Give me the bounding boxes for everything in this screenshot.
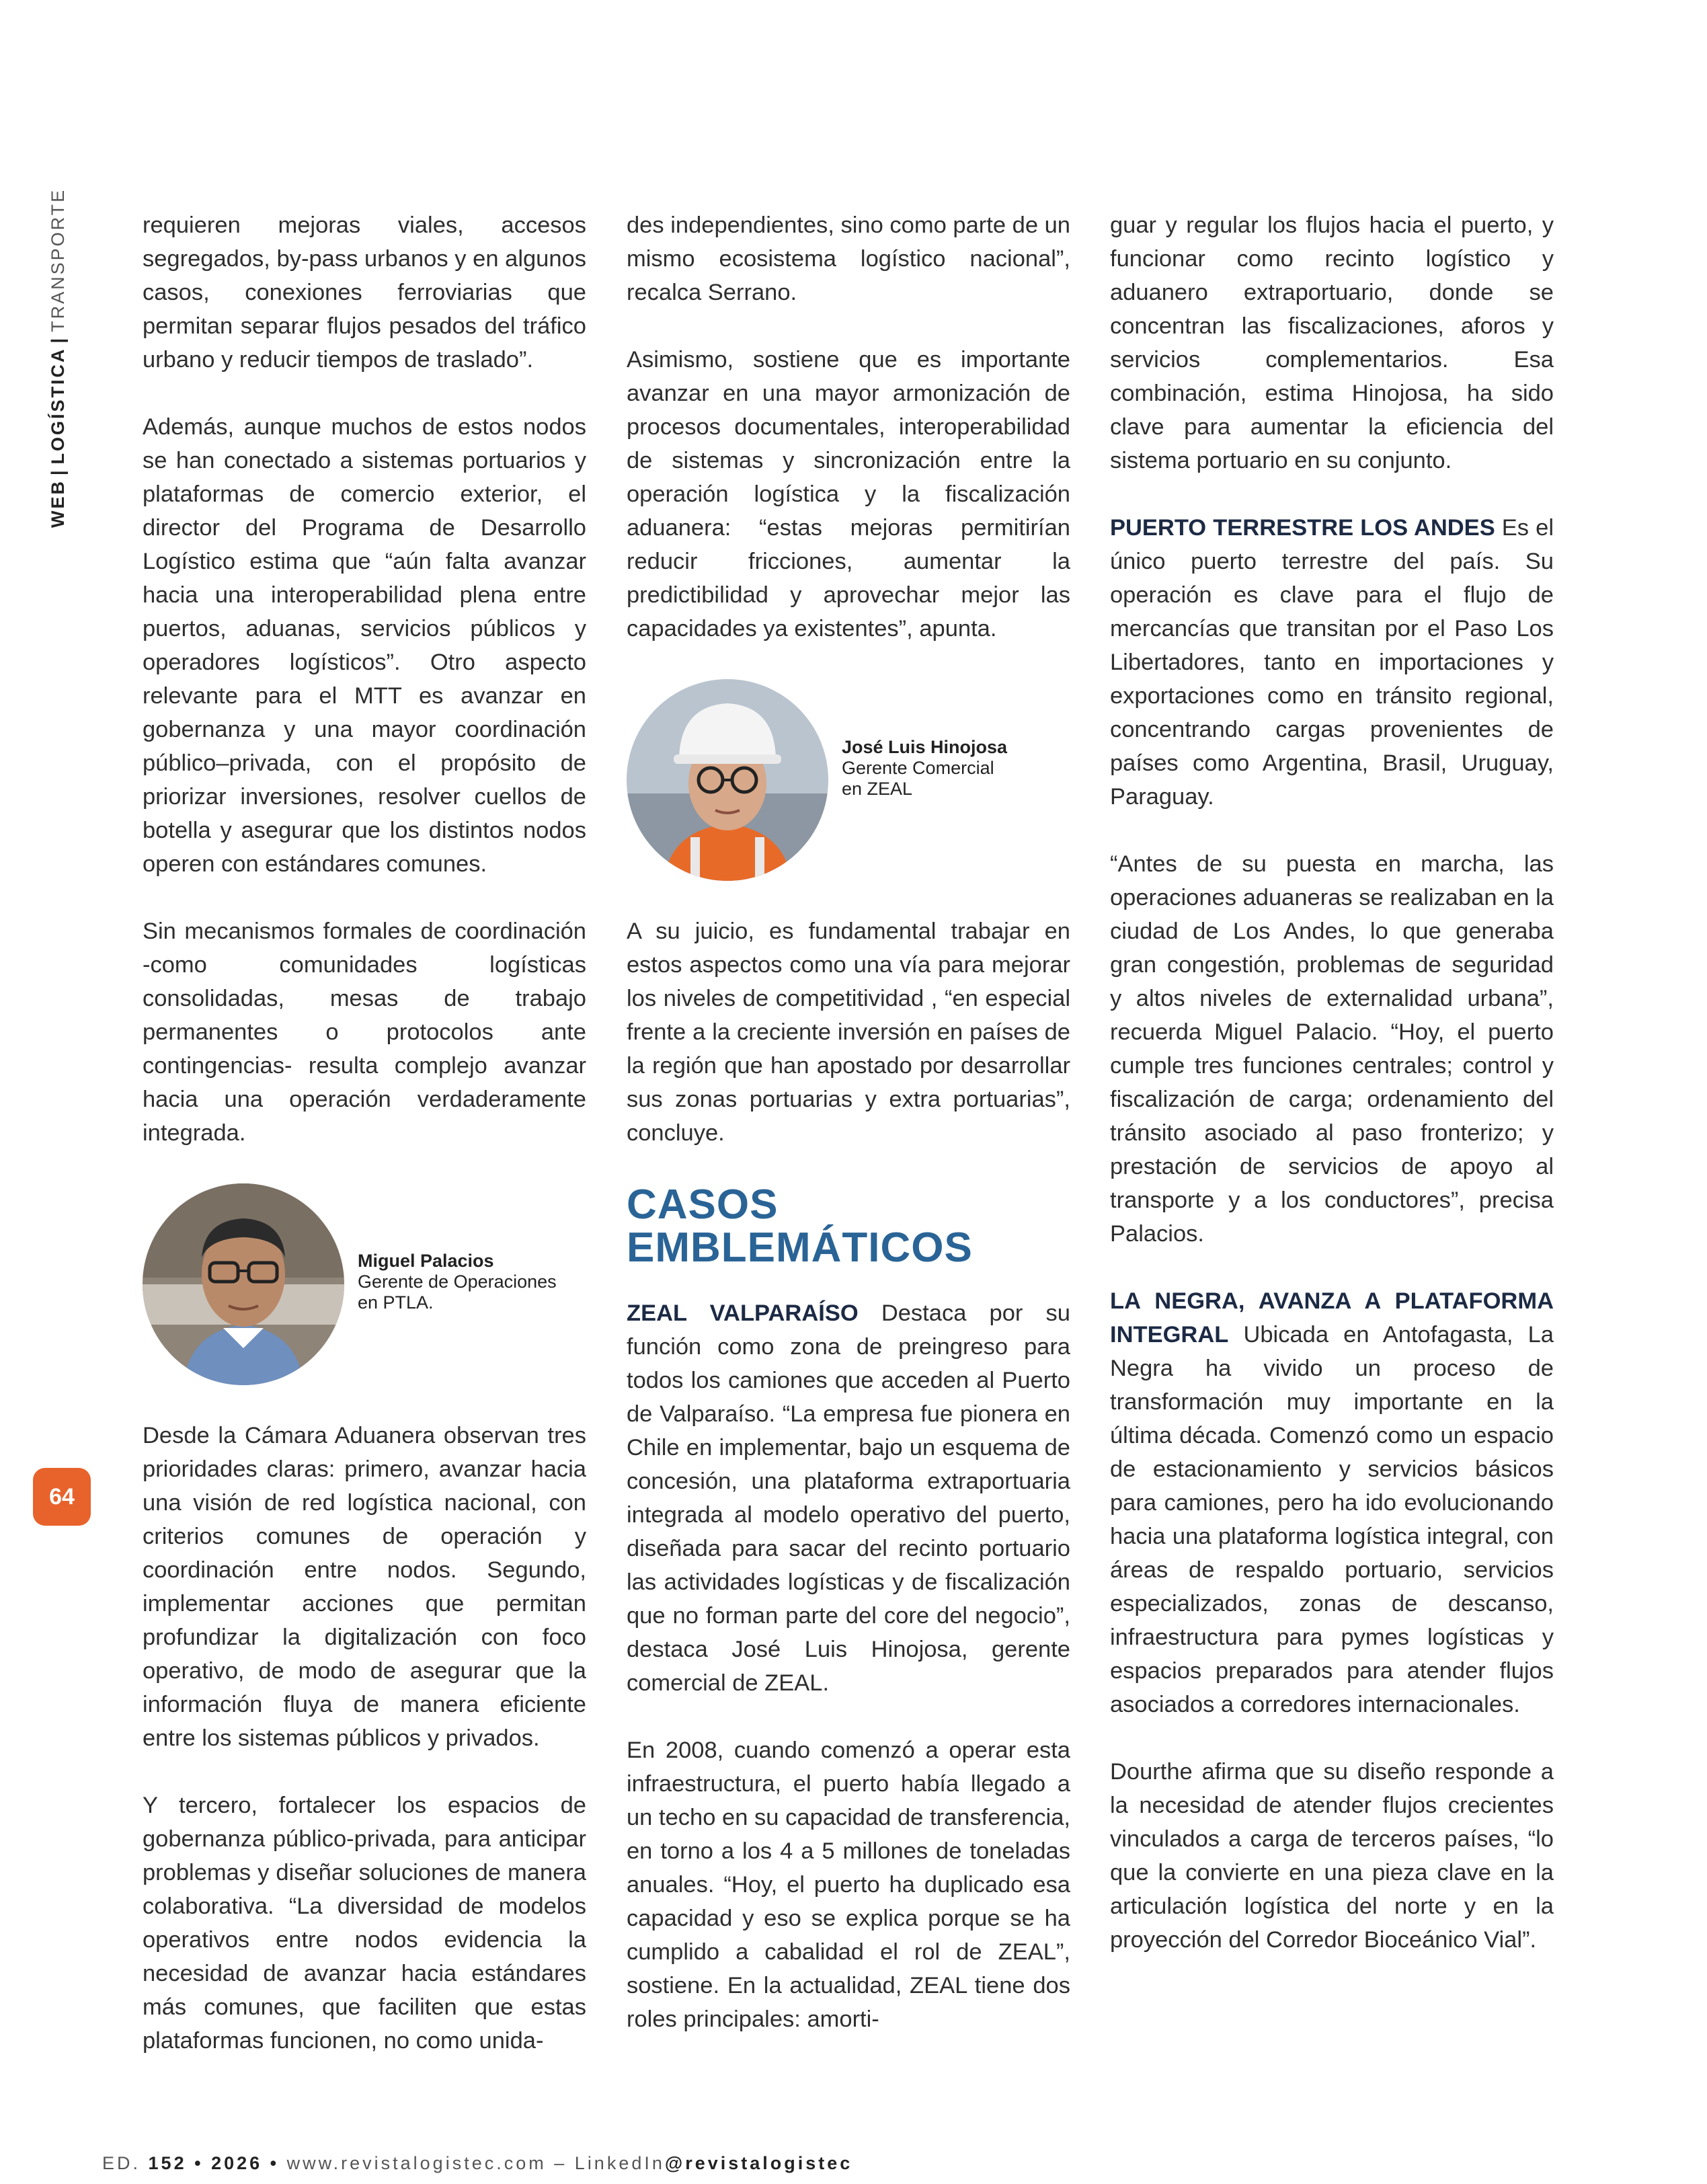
- paragraph: “Antes de su puesta en marcha, las operaciones aduaneras se realizaban en la ciudad de Los Andes, lo que generaba gran congestión, problemas de seguridad y altos niveles de externalidad urbana”, recuerda Miguel Palacio. “Hoy, el puerto cumple tres funciones centrales; control y fiscalización de carga; ordenamiento del tránsito asociado al paso fronterizo; y prestación de servicios de apoyo al transporte y a los conductores”, precisa Palacios.: [1110, 851, 1554, 1247]
- subsection-lead: PUERTO TERRESTRE LOS ANDES: [1110, 515, 1495, 541]
- paragraph: Sin mecanismos formales de coordinación -como comunidades logísticas consolidadas, mesas de trabajo permanentes o protocolos ante contingencias- resulta complejo avanzar hacia una operación verdaderamente integrada.: [143, 919, 586, 1146]
- portrait-photo: [627, 679, 828, 881]
- portrait-caption: [358, 1251, 580, 1313]
- section-heading: [627, 1183, 1070, 1270]
- footer-ed: ED.: [102, 2153, 141, 2173]
- portrait-miguel-palacios: [143, 1183, 586, 1385]
- paragraph: Además, aunque muchos de estos nodos se han conectado a sistemas portuarios y plataformas de comercio exterior, el director del Programa de Desarrollo Logístico estima que “aún falta avanzar hacia una interoperabilidad plena entre puertos, aduanas, servicios públicos y operadores logísticos”. Otro aspecto relevante para el MTT es avanzar en gobernanza y una mayor coordinación público–privada, con el propósito de priorizar inversiones, resolver cuellos de botella y asegurar que los distintos nodos operen con estándares comunes.: [143, 414, 586, 877]
- caption-name: Miguel Palacios: [358, 1251, 494, 1271]
- footer-website-link[interactable]: www.revistalogistec.com: [286, 2153, 547, 2173]
- section-side-label: [42, 188, 74, 528]
- footer-linkedin-handle[interactable]: @revistalogistec: [664, 2153, 853, 2173]
- portrait-caption: [842, 737, 1064, 800]
- page-footer: [102, 2153, 852, 2174]
- portrait-photo: [143, 1183, 344, 1385]
- footer-linkedin-label: LinkedIn: [574, 2153, 665, 2173]
- side-label-logistica: LOGÍSTICA: [48, 347, 68, 465]
- person-photo-icon: [627, 679, 828, 881]
- caption-role: Gerente de Operaciones: [358, 1272, 557, 1292]
- paragraph: En 2008, cuando comenzó a operar esta infraestructura, el puerto había llegado a un techo en su capacidad de transferencia, en torno a los 4 a 5 millones de toneladas anuales. “Hoy, el puerto ha duplicado esa capacidad y eso se explica porque se ha cumplido a cabalidad el rol de ZEAL”, sostiene. En la actualidad, ZEAL tiene dos roles principales: amorti-: [627, 1738, 1070, 2032]
- footer-dash: –: [554, 2153, 567, 2173]
- paragraph: guar y regular los flujos hacia el puerto, y funcionar como recinto logístico y aduanero extraportuario, donde se concentran las fiscalizaciones, aforos y servicios complementarios. Esa combinación, estima Hinojosa, ha sido clave para aumentar la eficiencia del sistema portuario en su conjunto.: [1110, 212, 1554, 473]
- section-heading-line: EMBLEMÁTICOS: [627, 1224, 973, 1271]
- article-column-1: [143, 208, 586, 2091]
- side-label-web: WEB: [48, 479, 68, 528]
- caption-org: en ZEAL: [842, 779, 913, 799]
- paragraph: des independientes, sino como parte de un mismo ecosistema logístico nacional”, recalca Serrano.: [627, 212, 1070, 305]
- footer-bullet: •: [194, 2153, 204, 2173]
- footer-year: 2026: [211, 2153, 263, 2173]
- footer-issue: 152: [148, 2153, 187, 2173]
- paragraph: [627, 1296, 1070, 1700]
- person-photo-icon: [143, 1183, 344, 1385]
- paragraph: Dourthe afirma que su diseño responde a la necesidad de atender flujos crecientes vinculados a carga de terceros países, “lo que la convierte en una pieza clave en la articulación logística del norte y en la proyección del Corredor Bioceánico Vial”.: [1110, 1759, 1554, 1953]
- paragraph: A su juicio, es fundamental trabajar en estos aspectos como una vía para mejorar los niveles de competitividad , “en especial frente a la creciente inversión en países de la región que han apostado por desarrollar sus zonas portuarias y extra portuarias”, concluye.: [627, 919, 1070, 1146]
- section-heading-line: CASOS: [627, 1181, 779, 1228]
- caption-role: Gerente Comercial: [842, 758, 994, 778]
- side-label-transporte: TRANSPORTE: [48, 188, 68, 332]
- portrait-jose-luis-hinojosa: [627, 679, 1070, 881]
- side-label-separator: |: [48, 336, 68, 344]
- paragraph: Y tercero, fortalecer los espacios de gobernanza público-privada, para anticipar problemas y diseñar soluciones de manera colaborativa. “La diversidad de modelos operativos entre nodos evidencia la necesidad de avanzar hacia estándares más comunes, que faciliten que estas plataformas funcionen, no como unida-: [143, 1793, 586, 2054]
- caption-org: en PTLA.: [358, 1292, 434, 1313]
- paragraph: [1110, 1284, 1554, 1721]
- page-number-badge: 64: [33, 1468, 91, 1526]
- paragraph-body: Es el único puerto terrestre del país. Su operación es clave para el flujo de mercancías que transitan por el Paso Los Libertadores, tanto en importaciones y exportaciones como en tránsito regional, concentrando cargas provenientes de países como Argentina, Brasil, Uruguay, Paraguay.: [1110, 515, 1554, 810]
- paragraph-body: Ubicada en Antofagasta, La Negra ha vivido un proceso de transformación muy importante en la última década. Comenzó como un espacio de estacionamiento y servicios básicos para camiones, pero ha ido evolucionando hacia una plataforma logística integral, con áreas de respaldo portuario, servicios especializados, zonas de descanso, infraestructura para pymes logísticas y espacios preparados para atender flujos asociados a corredores internacionales.: [1110, 1322, 1554, 1717]
- article-column-3: [1110, 208, 1554, 1990]
- side-label-separator: |: [48, 468, 68, 475]
- footer-bullet: •: [270, 2153, 280, 2173]
- paragraph: requieren mejoras viales, accesos segregados, by-pass urbanos y en algunos casos, conexiones ferroviarias que permitan separar flujos pesados del tráfico urbano y reducir tiempos de traslado”.: [143, 212, 586, 373]
- paragraph: Asimismo, sostiene que es importante avanzar en una mayor armonización de procesos documentales, interoperabilidad de sistemas y sincronización entre la operación logística y la fiscalización aduanera: “estas mejoras permitirían reducir fricciones, aumentar la predictibilidad y aprovechar mejor las capacidades ya existentes”, apunta.: [627, 347, 1070, 641]
- paragraph: Desde la Cámara Aduanera observan tres prioridades claras: primero, avanzar hacia una visión de red logística nacional, con criterios comunes de operación y coordinación entre nodos. Segundo, implementar acciones que permitan profundizar la digitalización con foco operativo, de modo de asegurar que la información fluya de manera eficiente entre los sistemas públicos y privados.: [143, 1423, 586, 1751]
- subsection-lead: ZEAL VALPARAÍSO: [627, 1300, 859, 1326]
- article-column-2: [627, 208, 1070, 2070]
- paragraph: [1110, 511, 1554, 814]
- subsection-lead: LA NEGRA, AVANZA A PLATAFORMA INTEGRAL: [1110, 1288, 1554, 1348]
- caption-name: José Luis Hinojosa: [842, 737, 1008, 757]
- paragraph-body: Destaca por su función como zona de preingreso para todos los camiones que acceden al Puerto de Valparaíso. “La empresa fue pionera en Chile en implementar, bajo un esquema de concesión, una plataforma extraportuaria integrada al modelo operativo del puerto, diseñada para sacar del recinto portuario las actividades logísticas y de fiscalización que no forman parte del core del negocio”, destaca José Luis Hinojosa, gerente comercial de ZEAL.: [627, 1300, 1070, 1696]
